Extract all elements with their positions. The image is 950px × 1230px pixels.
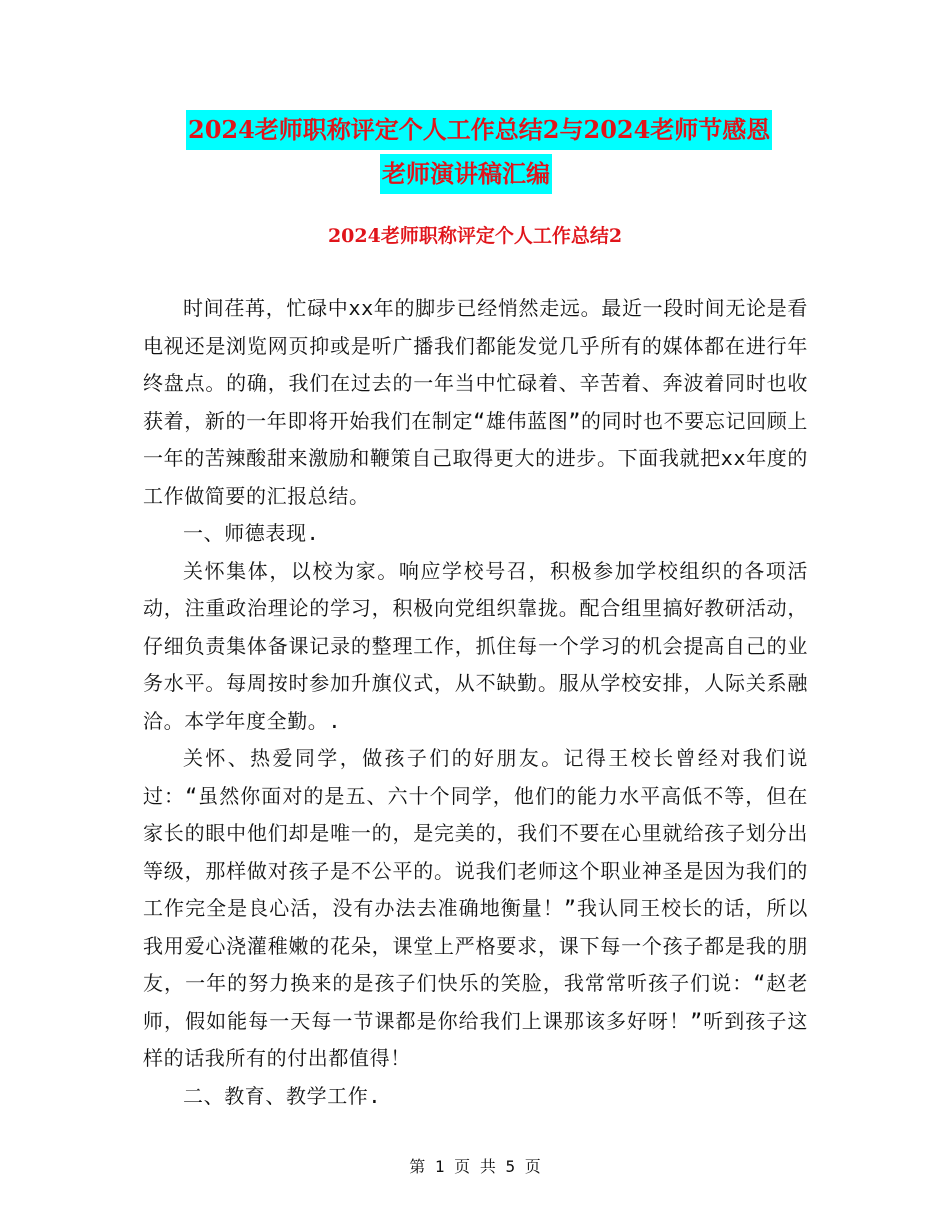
paragraph-intro: 时间荏苒，忙碌中xx年的脚步已经悄然走远。最近一段时间无论是看电视还是浏览网页抑或是听广播我们都能发觉几乎所有的媒体都在进行年终盘点。的确，我们在过去的一年当中忙碌着、辛苦着、奔波着同时也收获着，新的一年即将开始我们在制定“雄伟蓝图”的同时也不要忘记回顾上一年的苦辣酸甜来激励和鞭策自己取得更大的进步。下面我就把xx年度的工作做简要的汇报总结。 <box>143 296 808 508</box>
page-footer: 第 1 页 共 5 页 <box>409 1157 541 1176</box>
heading-teaching: 二、教育、教学工作. <box>183 1083 382 1108</box>
document-body <box>143 290 808 1115</box>
title-line-1: 2024老师职称评定个人工作总结2与2024老师节感恩 <box>186 110 772 150</box>
heading-ethics: 一、师德表现. <box>183 521 320 545</box>
paragraph-collective: 关怀集体，以校为家。响应学校号召，积极参加学校组织的各项活动，注重政治理论的学习，积极向党组织靠拢。配合组里搞好教研活动，仔细负责集体备课记录的整理工作，抓住每一个学习的机会提高自己的业务水平。每周按时参加升旗仪式，从不缺勤。服从学校安排，人际关系融洽。本学年度全勤。. <box>143 558 808 733</box>
title-line-2: 老师演讲稿汇编 <box>380 154 552 194</box>
paragraph-students: 关怀、热爱同学，做孩子们的好朋友。记得王校长曾经对我们说过：“虽然你面对的是五、六十个同学，他们的能力水平高低不等，但在家长的眼中他们却是唯一的，是完美的，我们不要在心里就给孩子划分出等级，那样做对孩子是不公平的。说我们老师这个职业神圣是因为我们的工作完全是良心活，没有办法去准确地衡量！”我认同王校长的话，所以我用爱心浇灌稚嫩的花朵，课堂上严格要求，课下每一个孩子都是我的朋友，一年的努力换来的是孩子们快乐的笑脸，我常常听孩子们说：“赵老师，假如能每一天每一节课都是你给我们上课那该多好呀！”听到孩子这样的话我所有的付出都值得！ <box>143 746 808 1070</box>
section-title: 2024老师职称评定个人工作总结2 <box>327 225 623 247</box>
